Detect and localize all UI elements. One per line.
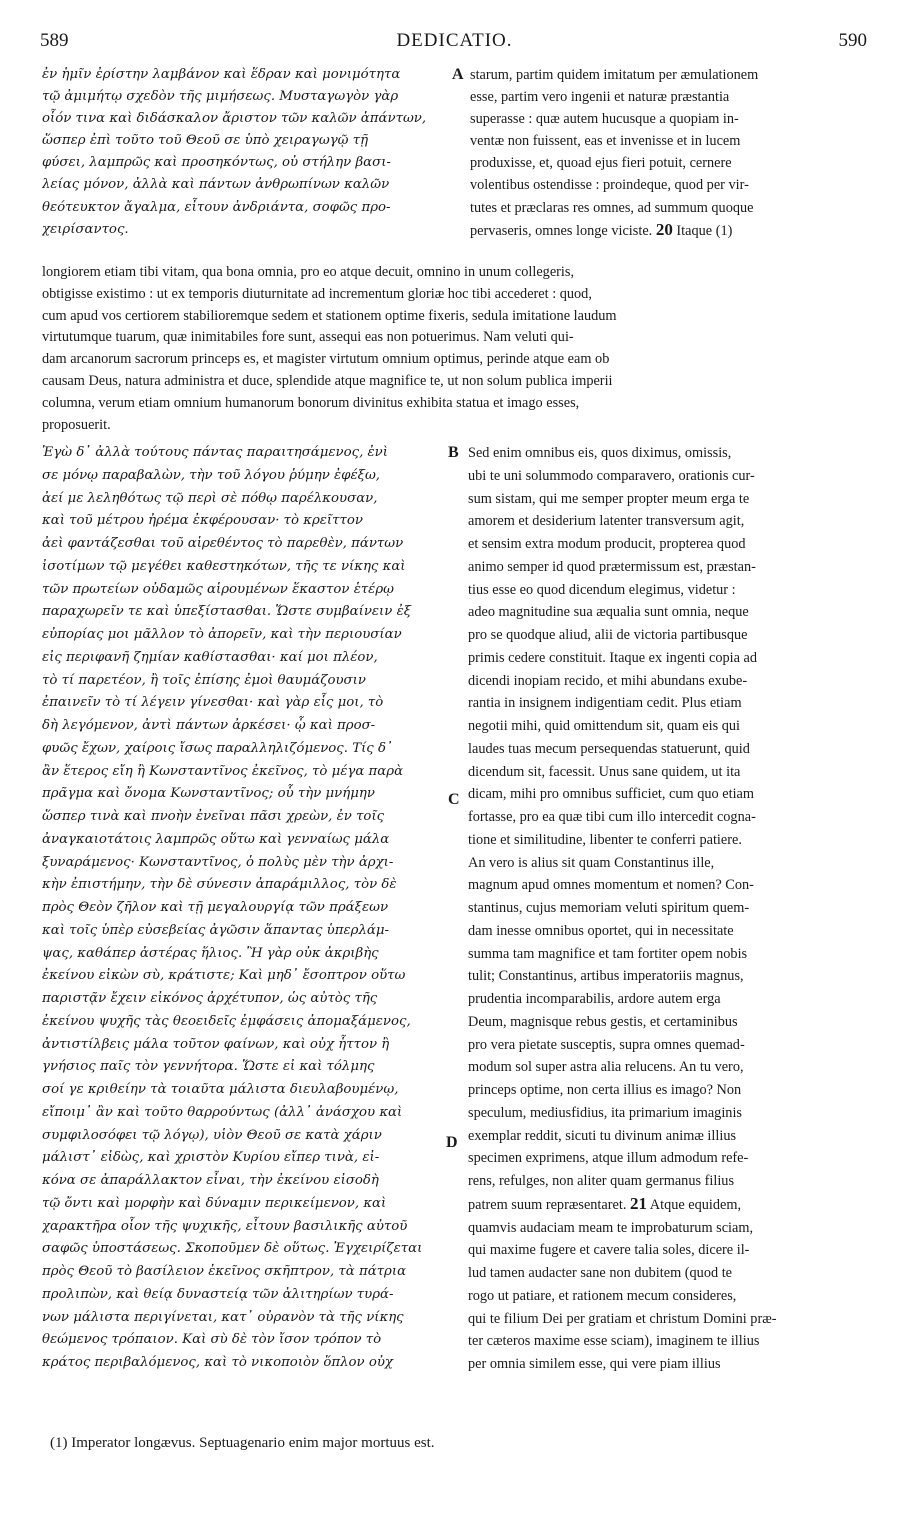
left-page-number: 589 xyxy=(40,30,69,51)
text-line: ἀντιστίλβεις μάλα τοῦτον φαίνων, καὶ οὐχ ἧττον ἢ xyxy=(42,1036,390,1052)
text-line: οἷόν τινα καὶ διδάσκαλον ἄριστον τῶν καλῶν ἁπάντων, xyxy=(42,111,427,127)
text-line: ξυναράμενος· Κωνσταντῖνος, ὁ πολὺς μὲν τὴν ἀρχι- xyxy=(42,854,394,870)
margin-marker-c: C xyxy=(448,791,460,808)
section-number: 20 xyxy=(655,219,673,239)
text-line: εἴποιμ᾽ ἂν καὶ τοῦτο θαρρούντως (ἀλλ᾽ ἀνάσχου καὶ xyxy=(42,1104,403,1120)
text-line: et sensim extra modum producit, propterea quod xyxy=(468,536,746,552)
text-line: dam inesse omnibus oportet, qui in necessitate xyxy=(468,922,734,939)
text-line: laudes tuas mecum persequendas statuerunt, quid xyxy=(468,740,750,757)
text-line: ter cæteros maxime esse sciam), imaginem te illius xyxy=(468,1333,760,1350)
text-line: ἐπαινεῖν τὸ τί λέγειν γίνεσθαι· καὶ γὰρ εἷς μοι, τὸ xyxy=(42,695,384,711)
text-line: εἰς περιφανῆ ζημίαν καθίστασθαι· καί μοι πλέον, xyxy=(42,649,378,665)
text-line: χειρίσαντος. xyxy=(42,221,129,237)
text-span: Atque equidem, xyxy=(646,1196,742,1213)
text-line: ubi te uni solummodo comparavero, orationis cur- xyxy=(468,467,755,484)
text-line: ἐκείνου εἰκὼν σὺ, κράτιστε; Καὶ μηδ᾽ ἔσοπτρον οὕτω xyxy=(42,968,406,984)
text-line: κὴν ἐπιστήμην, τὴν δὲ σύνεσιν ἀπαράμιλλος, τὸν δὲ xyxy=(42,877,397,893)
text-line: summa tam magnifice et tam fortiter opem nobis xyxy=(468,945,748,962)
text-line: τῷ ἀμιμήτῳ σχεδὸν τῆς μιμήσεως. Μυσταγωγὸν γὰρ xyxy=(42,89,399,105)
text-line: dicendi inopiam recido, et mihi abundans exube- xyxy=(468,672,748,689)
text-span: patrem suum repræsentaret. xyxy=(468,1196,627,1213)
text-line: Sed enim omnibus eis, quos diximus, omissis, xyxy=(468,445,732,461)
text-line: εὐπορίας μοι μᾶλλον τὸ ἀπορεῖν, καὶ τὴν περιουσίαν xyxy=(42,627,402,642)
text-line xyxy=(468,1193,874,1217)
text-line: μάλιστ᾽ εἰδὼς, καὶ χριστὸν Κυρίου εἴπερ τινὰ, εἰ- xyxy=(42,1150,380,1166)
text-line xyxy=(470,219,874,242)
text-line: ἐκείνου ψυχῆς τὰς θεοειδεῖς ἐμφάσεις ἀπομαξάμενος, xyxy=(42,1013,411,1029)
text-line: πρὸς Θεὸν ζῆλον καὶ τῇ μεγαλουργίᾳ τῶν πράξεων xyxy=(42,900,389,915)
text-line: κράτος περιβαλόμενος, καὶ τὸ νικοποιὸν ὅπλον οὐχ xyxy=(42,1355,393,1370)
latin-column-block-3 xyxy=(468,442,874,1376)
text-line: tutes et præclaras res omnes, ad summum quoque xyxy=(470,199,754,216)
text-line: virtutumque tuarum, quæ inimitabiles fore sunt, assequi eas non potuerimus. Nam veluti qui- xyxy=(42,329,574,346)
text-line: ἀναγκαιοτάτοις λαμπρῶς οὕτω καὶ γενναίως μάλα xyxy=(42,831,390,847)
text-line: dicam, mihi pro omnibus sufficiet, cum quo etiam xyxy=(468,786,755,803)
text-line: φυῶς ἔχων, χαίροις ἴσως παραλληλιζόμενος. Τίς δ᾽ xyxy=(42,740,393,756)
text-line: proposuerit. xyxy=(42,416,111,433)
text-line: prudentia incomparabilis, ardore autem erga xyxy=(468,991,721,1007)
text-line: θεότευκτον ἄγαλμα, εἶτουν ἀνδριάντα, σοφῶς προ- xyxy=(42,199,391,215)
text-line: magnum apud omnes momentum et nomen? Con- xyxy=(468,877,754,894)
text-line: produxisse, et, quoad ejus fieri potuit, cernere xyxy=(470,155,732,172)
text-line: modum sol super astra alia relucens. An tu vero, xyxy=(468,1059,744,1076)
text-line: τῶν πρωτείων οὐδαμῶς αἱρουμένων ἕκαστον ἑτέρῳ xyxy=(42,581,394,597)
text-line: lud tamen audacter sane non dubitem (quod te xyxy=(468,1265,733,1281)
text-line: An vero is alius sit quam Constantinus ille, xyxy=(468,854,715,871)
text-line: πρᾶγμα καὶ ὄνομα Κωνσταντῖνος; οὗ τὴν μνήμην xyxy=(42,786,375,802)
text-line: tius esse eo quod dicendum elegimus, videtur : xyxy=(468,581,736,598)
text-line: rogo ut patiare, et rationem mecum consideres, xyxy=(468,1287,737,1304)
text-line: καὶ τοῖς ὑπὲρ εὐσεβείας ἀγῶσιν ἅπαντας ὑπερλάμ- xyxy=(42,922,389,938)
text-line: per omnia similem esse, qui vere piam illius xyxy=(468,1356,721,1372)
text-line: σε μόνῳ παραβαλὼν, τὴν τοῦ λόγου ῥύμην ἐφέξω, xyxy=(42,467,381,483)
text-line: σαφῶς ὑποστάσεως. Σκοποῦμεν δὲ οὕτως. Ἐγχειρίζεται xyxy=(42,1241,423,1257)
text-line: sum sistam, qui me semper propter meum erga te xyxy=(468,490,750,507)
text-line: superasse : quæ autem hucusque a quopiam in- xyxy=(470,111,739,128)
text-line: primis cedere constituit. Itaque ex ingenti copia ad xyxy=(468,649,758,666)
text-line: παριστᾷν ἔχειν εἰκόνος ἀρχέτυπον, ὡς αὐτὸς τῆς xyxy=(42,991,378,1006)
text-line: cum apud vos certiorem stabilioremque sedem et stationem optime fixeris, sedula imitatione laudum xyxy=(42,307,617,324)
text-line: σοί γε κριθείην τὰ τοιαῦτα μάλιστα διευλαβουμένῳ, xyxy=(42,1082,399,1097)
text-line: θεώμενος τρόπαιον. Καὶ σὺ δὲ τὸν ἴσον τρόπον τὸ xyxy=(42,1332,382,1348)
text-line: λείας μόνον, ἀλλὰ καὶ πάντων ἀνθρωπίνων καλῶν xyxy=(42,177,390,193)
text-line: tulit; Constantinus, artibus imperatoriis magnus, xyxy=(468,968,744,985)
text-line: dam arcanorum sacrorum princeps es, et magister virtutum omnium optimus, perinde atque eam ob xyxy=(42,351,610,368)
text-line: δὴ λεγόμενον, ἀντὶ πάντων ἀρκέσει· ᾧ καὶ προσ- xyxy=(42,718,376,733)
text-line: dicendum sit, facessit. Unus sane quidem, ut ita xyxy=(468,763,741,780)
margin-marker-b: B xyxy=(448,444,459,461)
latin-column-block-1 xyxy=(470,64,874,242)
text-line: συμφιλοσόφει τῷ λόγῳ), υἱὸν Θεοῦ σε κατὰ χάριν xyxy=(42,1127,382,1143)
text-line: ὥσπερ τινὰ καὶ πνοὴν ἐνεῖναι πᾶσι χρεὼν, ἐν τοῖς xyxy=(42,809,385,824)
text-line: stantinus, cujus memoriam veluti spiritum quem- xyxy=(468,900,750,916)
margin-marker-a: A xyxy=(452,66,464,83)
text-line: columna, verum etiam omnium humanorum bonorum divinitus exhibita statua et imago esses, xyxy=(42,394,580,411)
text-line: longiorem etiam tibi vitam, qua bona omnia, pro eo atque decuit, omnino in unum collegeris, xyxy=(42,264,575,280)
text-line: pro se quodque aliud, alii de victoria partibusque xyxy=(468,627,748,643)
text-line: ἂν ἕτερος εἴη ἢ Κωνσταντῖνος ἐκεῖνος, τὸ μέγα παρὰ xyxy=(42,763,404,779)
text-line: Ἐγὼ δ᾽ ἀλλὰ τούτους πάντας παραιτησάμενος, ἐνὶ xyxy=(42,445,388,460)
text-line: speculum, mediusfidius, ita primarium imaginis xyxy=(468,1104,742,1121)
text-line: starum, partim quidem imitatum per æmulationem xyxy=(470,67,759,83)
text-line: ψας, καθάπερ ἀστέρας ἥλιος. Ἢ γὰρ οὐκ ἀκριβὴς xyxy=(42,945,379,961)
right-page-number: 590 xyxy=(838,30,867,51)
text-line: ἰσοτίμων τῷ μεγέθει καθεστηκότων, τῆς τε νίκης καὶ xyxy=(42,558,406,574)
text-line: causam Deus, natura administra et duce, splendide atque magnifice te, ut non solum publica imperii xyxy=(42,372,613,389)
text-line: νων μάλιστα περιγίνεται, κατ᾽ οὐρανὸν τὰ τῆς νίκης xyxy=(42,1309,404,1325)
text-line: καὶ τοῦ μέτρου ἠρέμα ἐκφέρουσαν· τὸ κρεῖττον xyxy=(42,513,363,529)
text-line: volentibus ostendisse : proindeque, quod per vir- xyxy=(470,177,749,194)
text-line: ἀεὶ φαντάζεσθαι τοῦ αἱρεθέντος τὸ παρεθὲν, πάντων xyxy=(42,536,404,551)
text-line: fortasse, pro ea quæ tibi cum illo intercedit cogna- xyxy=(468,809,756,825)
greek-column-block-1 xyxy=(42,64,450,241)
running-title: DEDICATIO. xyxy=(396,30,513,51)
text-line: qui te filium Dei per gratiam et christum Domini præ- xyxy=(468,1310,777,1327)
text-line: Deum, magnisque rebus gestis, et certaminibus xyxy=(468,1013,738,1030)
text-line: φύσει, λαμπρῶς καὶ προσηκόντως, οὐ στήλην βασι- xyxy=(42,155,391,171)
text-line: qui maxime fugere et cavere talia soles, dicere il- xyxy=(468,1242,750,1259)
text-line: esse, partim vero ingenii et naturæ præstantia xyxy=(470,89,730,106)
section-number: 21 xyxy=(629,1193,647,1213)
text-line: κόνα σε ἀπαράλλακτον εἶναι, τὴν ἐκείνου εἰσοδὴ xyxy=(42,1173,379,1188)
text-line: exemplar reddit, sicuti tu divinum animæ illius xyxy=(468,1127,737,1144)
text-line: princeps optime, non certa illius es imago? Non xyxy=(468,1082,742,1098)
text-line: παραχωρεῖν τε καὶ ὑπεξίστασθαι. Ὥστε συμβαίνειν ἐξ xyxy=(42,604,412,620)
text-line: animo semper id quod prætermissum est, præstan- xyxy=(468,558,756,575)
text-line: negotii mihi, quid omittendum sit, quam eis qui xyxy=(468,718,741,734)
text-line: pro vera pietate susceptis, supra omnes quemad- xyxy=(468,1036,745,1053)
text-line: obtigisse existimo : ut ex temporis diuturnitate ad incrementum gloriæ hoc tibi accederet : quod, xyxy=(42,285,592,302)
text-line: rantia in insignem indigentiam cedit. Plus etiam xyxy=(468,695,742,712)
text-line: χαρακτῆρα οἷον τῆς ψυχικῆς, εἶτουν βασιλικῆς αὐτοῦ xyxy=(42,1218,408,1234)
text-line: tione et similitudine, libenter te conferri patiere. xyxy=(468,831,742,848)
text-line: γνήσιος παῖς τὸν γεννήτορα. Ὥστε εἰ καὶ τόλμης xyxy=(42,1059,375,1075)
text-line: ventæ non fuissent, eas et invenisse et in lucem xyxy=(470,133,741,150)
text-line: amorem et desiderium latenter transversum agit, xyxy=(468,513,745,530)
text-line: quamvis audaciam meam te improbaturum sciam, xyxy=(468,1219,754,1236)
footnote: (1) Imperator longævus. Septuagenario enim major mortuus est. xyxy=(50,1435,435,1451)
text-line: προλιπὼν, καὶ θείᾳ δυναστείᾳ τῶν ἀλιτηρίων τυρά- xyxy=(42,1286,394,1302)
margin-marker-d: D xyxy=(446,1134,458,1151)
text-span: Itaque (1) xyxy=(672,222,733,239)
greek-column-block-3 xyxy=(42,442,454,1375)
text-line: τῷ ὄντι καὶ μορφὴν καὶ δύναμιν περικείμενον, καὶ xyxy=(42,1195,387,1211)
text-line: adeo magnitudine sua æqualia sunt omnia, neque xyxy=(468,604,749,621)
text-line: rens, refulges, non aliter quam germanus filius xyxy=(468,1173,735,1189)
text-line: specimen exprimens, atque illum admodum refe- xyxy=(468,1150,749,1167)
text-line: ἐν ἡμῖν ἐρίστην λαμβάνον καὶ ἕδραν καὶ μονιμότητα xyxy=(42,67,401,82)
full-width-latin-block xyxy=(42,262,876,436)
text-span: pervaseris, omnes longe viciste. xyxy=(470,222,653,239)
text-line: τὸ τί παρετέον, ἢ τοῖς ἐπίσης ἐμοὶ θαυμάζουσιν xyxy=(42,672,366,688)
text-line: πρὸς Θεοῦ τὸ βασίλειον ἐκεῖνος σκῆπτρον, τὰ πάτρια xyxy=(42,1264,407,1279)
text-line: ὥσπερ ἐπὶ τοῦτο τοῦ Θεοῦ σε ὑπὸ χειραγωγῷ τῇ xyxy=(42,133,369,149)
text-line: ἀεί με λεληθότως τῷ περὶ σὲ πόθῳ παρέλκουσαν, xyxy=(42,490,378,506)
